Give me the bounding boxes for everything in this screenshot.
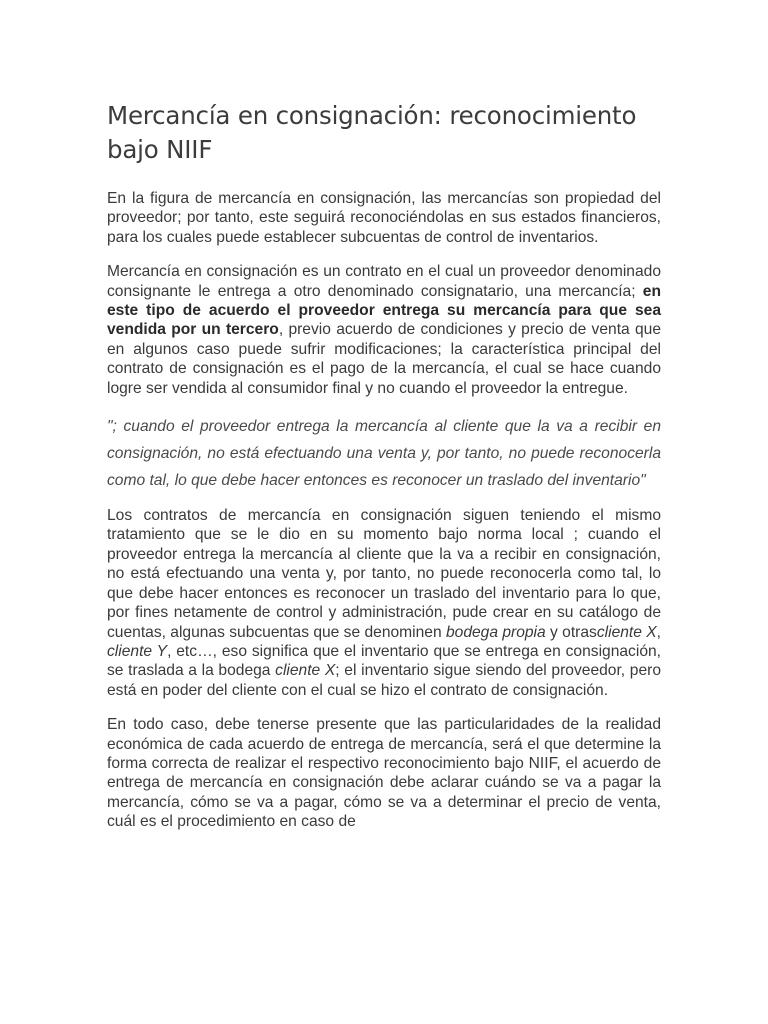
pull-quote: "; cuando el proveedor entrega la mercancía al cliente que la va a recibir en consignación, no está efectuando una venta y, por tanto, no puede reconocerla como tal, lo que debe hacer entonces es reconocer un traslado del inventario" [107,418,661,490]
paragraph-treatment [107,506,661,700]
paragraph-conclusion: En todo caso, debe tenerse presente que las particularidades de la realidad económica de cada acuerdo de entrega de mercancía, será el que determine la forma correcta de realizar el respectivo reconocimiento bajo NIIF, el acuerdo de entrega de mercancía en consignación debe aclarar cuándo se va a pagar la mercancía, cómo se va a pagar, cómo se va a determinar el precio de venta, cuál es el procedimiento en caso de [107,716,661,831]
document-page [107,99,661,847]
paragraph-definition-text-end: , previo acuerdo de condiciones y precio de venta que en algunos caso puede sufrir modificaciones; la característica principal del contrato de consignación es el pago de la mercancía, el cual se hace cuando logre ser vendida al consumidor final y no cuando el proveedor la entregue. [107,321,661,397]
treatment-text-1: Los contratos de mercancía en consignación siguen teniendo el mismo tratamiento que se le dio en su momento bajo norma local ; cuando el proveedor entrega la mercancía al cliente que la va a recibir en consignación, no está efectuando una venta y, por tanto, no puede reconocerla como tal, lo que debe hacer entonces es reconocer un traslado del inventario para lo que, por fines netamente de control y administración, pude crear en su catálogo de cuentas, algunas subcuentas que se denominen [107,507,661,641]
paragraph-definition [107,262,661,398]
paragraph-definition-text: Mercancía en consignación es un contrato en el cual un proveedor denominado consignante le entrega a otro denominado consignatario, una mercancía; [107,263,661,300]
treatment-italic-cliente-y: cliente Y [107,642,168,660]
treatment-text-4: , etc…, eso significa que el inventario que se entrega en consignación, se traslada a la bodega [107,642,661,680]
treatment-text-5: ; el inventario sigue siendo del proveedor, pero está en poder del cliente con el cual se hizo el contrato de consignación. [107,662,662,699]
treatment-italic-bodega-propia: bodega propia [445,623,546,641]
treatment-italic-cliente-x: cliente X [596,623,657,641]
paragraph-definition-emphasis: en este tipo de acuerdo el proveedor entrega su mercancía para que sea vendida por un tercero [107,282,661,339]
treatment-text-3: , [656,623,661,641]
paragraph-ownership: En la figura de mercancía en consignación, las mercancías son propiedad del proveedor; por tanto, este seguirá reconociéndolas en sus estados financieros, para los cuales puede establecer subcuentas de control de inventarios. [107,190,661,246]
treatment-text-2: y otras [545,623,597,641]
treatment-italic-cliente-x-2: cliente X [275,662,336,680]
document-title: Mercancía en consignación: reconocimiento bajo NIIF [107,101,637,164]
